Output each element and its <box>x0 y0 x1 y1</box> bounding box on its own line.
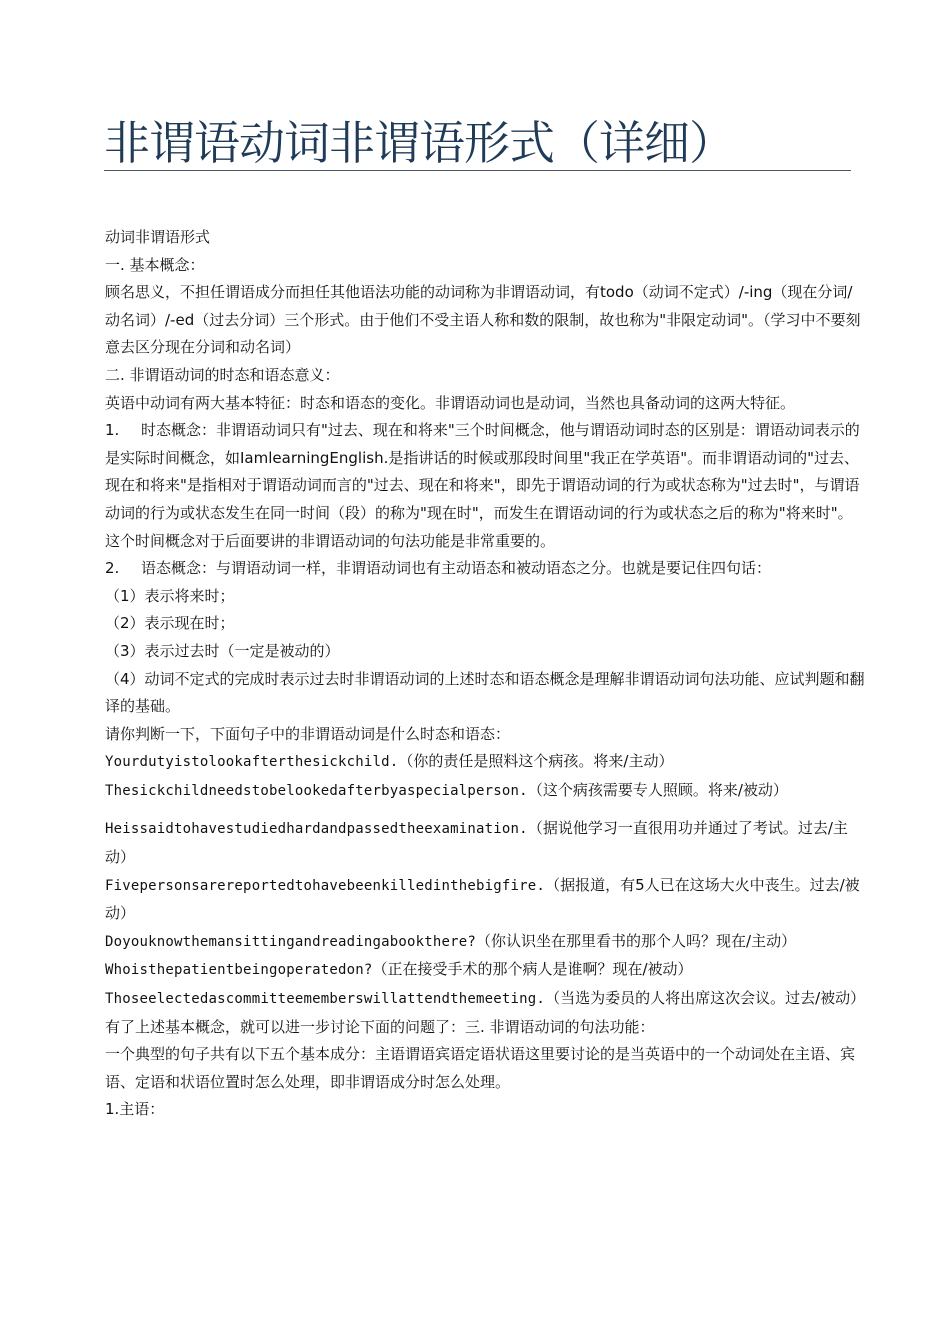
example-sentence <box>105 777 867 806</box>
example-english: Fivepersonsarereportedtohavebeenkilledinthebigfire. <box>105 877 546 894</box>
voice-concept-paragraph <box>105 555 867 583</box>
rule-item: （2）表示现在时； <box>105 614 235 633</box>
rule-item: （3）表示过去时（一定是被动的） <box>105 641 340 660</box>
tense-concept-paragraph <box>105 417 867 555</box>
example-translation: （据报道，有5人已在这场大火中丧生。过去/被动） <box>105 875 860 923</box>
example-sentence <box>105 928 867 957</box>
example-translation: （你认识坐在那里看书的那个人吗？现在/主动） <box>476 931 797 950</box>
title-underline <box>104 170 851 171</box>
basic-concept-heading: 一. 基本概念： <box>105 255 205 274</box>
example-translation: （据说他学习一直很用功并通过了考试。过去/主动） <box>105 819 848 867</box>
example-translation: （正在接受手术的那个病人是谁啊？现在/被动） <box>372 960 693 979</box>
example-sentence <box>105 985 867 1041</box>
example-english: Thoseelectedascommitteememberswillattendthemeeting. <box>105 991 546 1008</box>
example-english: Doyouknowthemansittingandreadingabookthere? <box>105 933 477 950</box>
voice-concept-number: 2. <box>105 559 120 578</box>
voice-concept-text: 语态概念：与谓语动词一样，非谓语动词也有主动语态和被动语态之分。也就是要记住四句话： <box>141 559 772 578</box>
document-title: 非谓语动词非谓语形式（详细） <box>104 116 734 170</box>
sentence-components-paragraph: 一个典型的句子共有以下五个基本成分：主语谓语宾语定语状语这里要讨论的是当英语中的一个动词处在主语、宾语、定语和状语位置时怎么处理，即非谓语成分时怎么处理。 <box>105 1045 856 1091</box>
basic-concept-paragraph: 顾名思义，不担任谓语成分而担任其他语法功能的动词称为非谓语动词，有todo（动词不定式）/-ing（现在分词/动名词）/-ed（过去分词）三个形式。由于他们不受主语人称和数的限制，故也称为"非限定动词"。（学习中不要刻意去区分现在分词和动名词） <box>105 283 861 357</box>
example-english: Thesickchildneedstobelookedafterbyaspecialperson. <box>105 782 528 799</box>
example-translation: （当选为委员的人将出席这次会议。过去/被动）有了上述基本概念，就可以进一步讨论下面的问题了：三. 非谓语动词的句法功能： <box>105 989 866 1036</box>
example-sentence <box>105 872 867 928</box>
rule-item: （1）表示将来时； <box>105 586 235 605</box>
example-sentence <box>105 815 867 871</box>
rule-item: （4）动词不定式的完成时表示过去时非谓语动词的上述时态和语态概念是理解非谓语动词句法功能、应试判题和翻译的基础。 <box>105 669 865 716</box>
example-sentence <box>105 956 867 985</box>
example-sentence <box>105 748 867 777</box>
example-translation: （这个病孩需要专人照顾。将来/被动） <box>527 780 788 799</box>
example-english: Yourdutyistolookafterthesickchild. <box>105 754 399 771</box>
section-heading: 动词非谓语形式 <box>105 228 211 246</box>
tense-voice-intro: 英语中动词有两大基本特征：时态和语态的变化。非谓语动词也是动词，当然也具备动词的这两大特征。 <box>105 393 796 412</box>
tense-concept-text: 时态概念：非谓语动词只有"过去、现在和将来"三个时间概念，他与谓语动词时态的区别是：谓语动词表示的是实际时间概念，如IamlearningEnglish.是指讲话的时候或那段时间里"我正在学英语"。而非谓语动词的"过去、现在和将来"是指相对于谓语动词而言的"过去、现在和将来"，即先于谓语动词的行为或状态称为"过去时"，与谓语动词的行为或状态发生在同一时间（段）的称为"现在时"，而发生在谓语动词的行为或状态之后的称为"将来时"。这个时间概念对于后面要讲的非谓语动词的句法功能是非常重要的。 <box>105 421 860 550</box>
document-body <box>105 224 867 1124</box>
subject-heading: 1.主语： <box>105 1100 165 1119</box>
example-english: Heissaidtohavestudiedhardandpassedtheexamination. <box>105 821 528 838</box>
example-english: Whoisthepatientbeingoperatedon? <box>105 962 373 979</box>
tense-voice-heading: 二. 非谓语动词的时态和语态意义： <box>105 365 340 384</box>
exercise-prompt: 请你判断一下，下面句子中的非谓语动词是什么时态和语态： <box>105 724 511 743</box>
tense-concept-number: 1. <box>105 421 120 440</box>
example-translation: （你的责任是照料这个病孩。将来/主动） <box>398 752 674 771</box>
